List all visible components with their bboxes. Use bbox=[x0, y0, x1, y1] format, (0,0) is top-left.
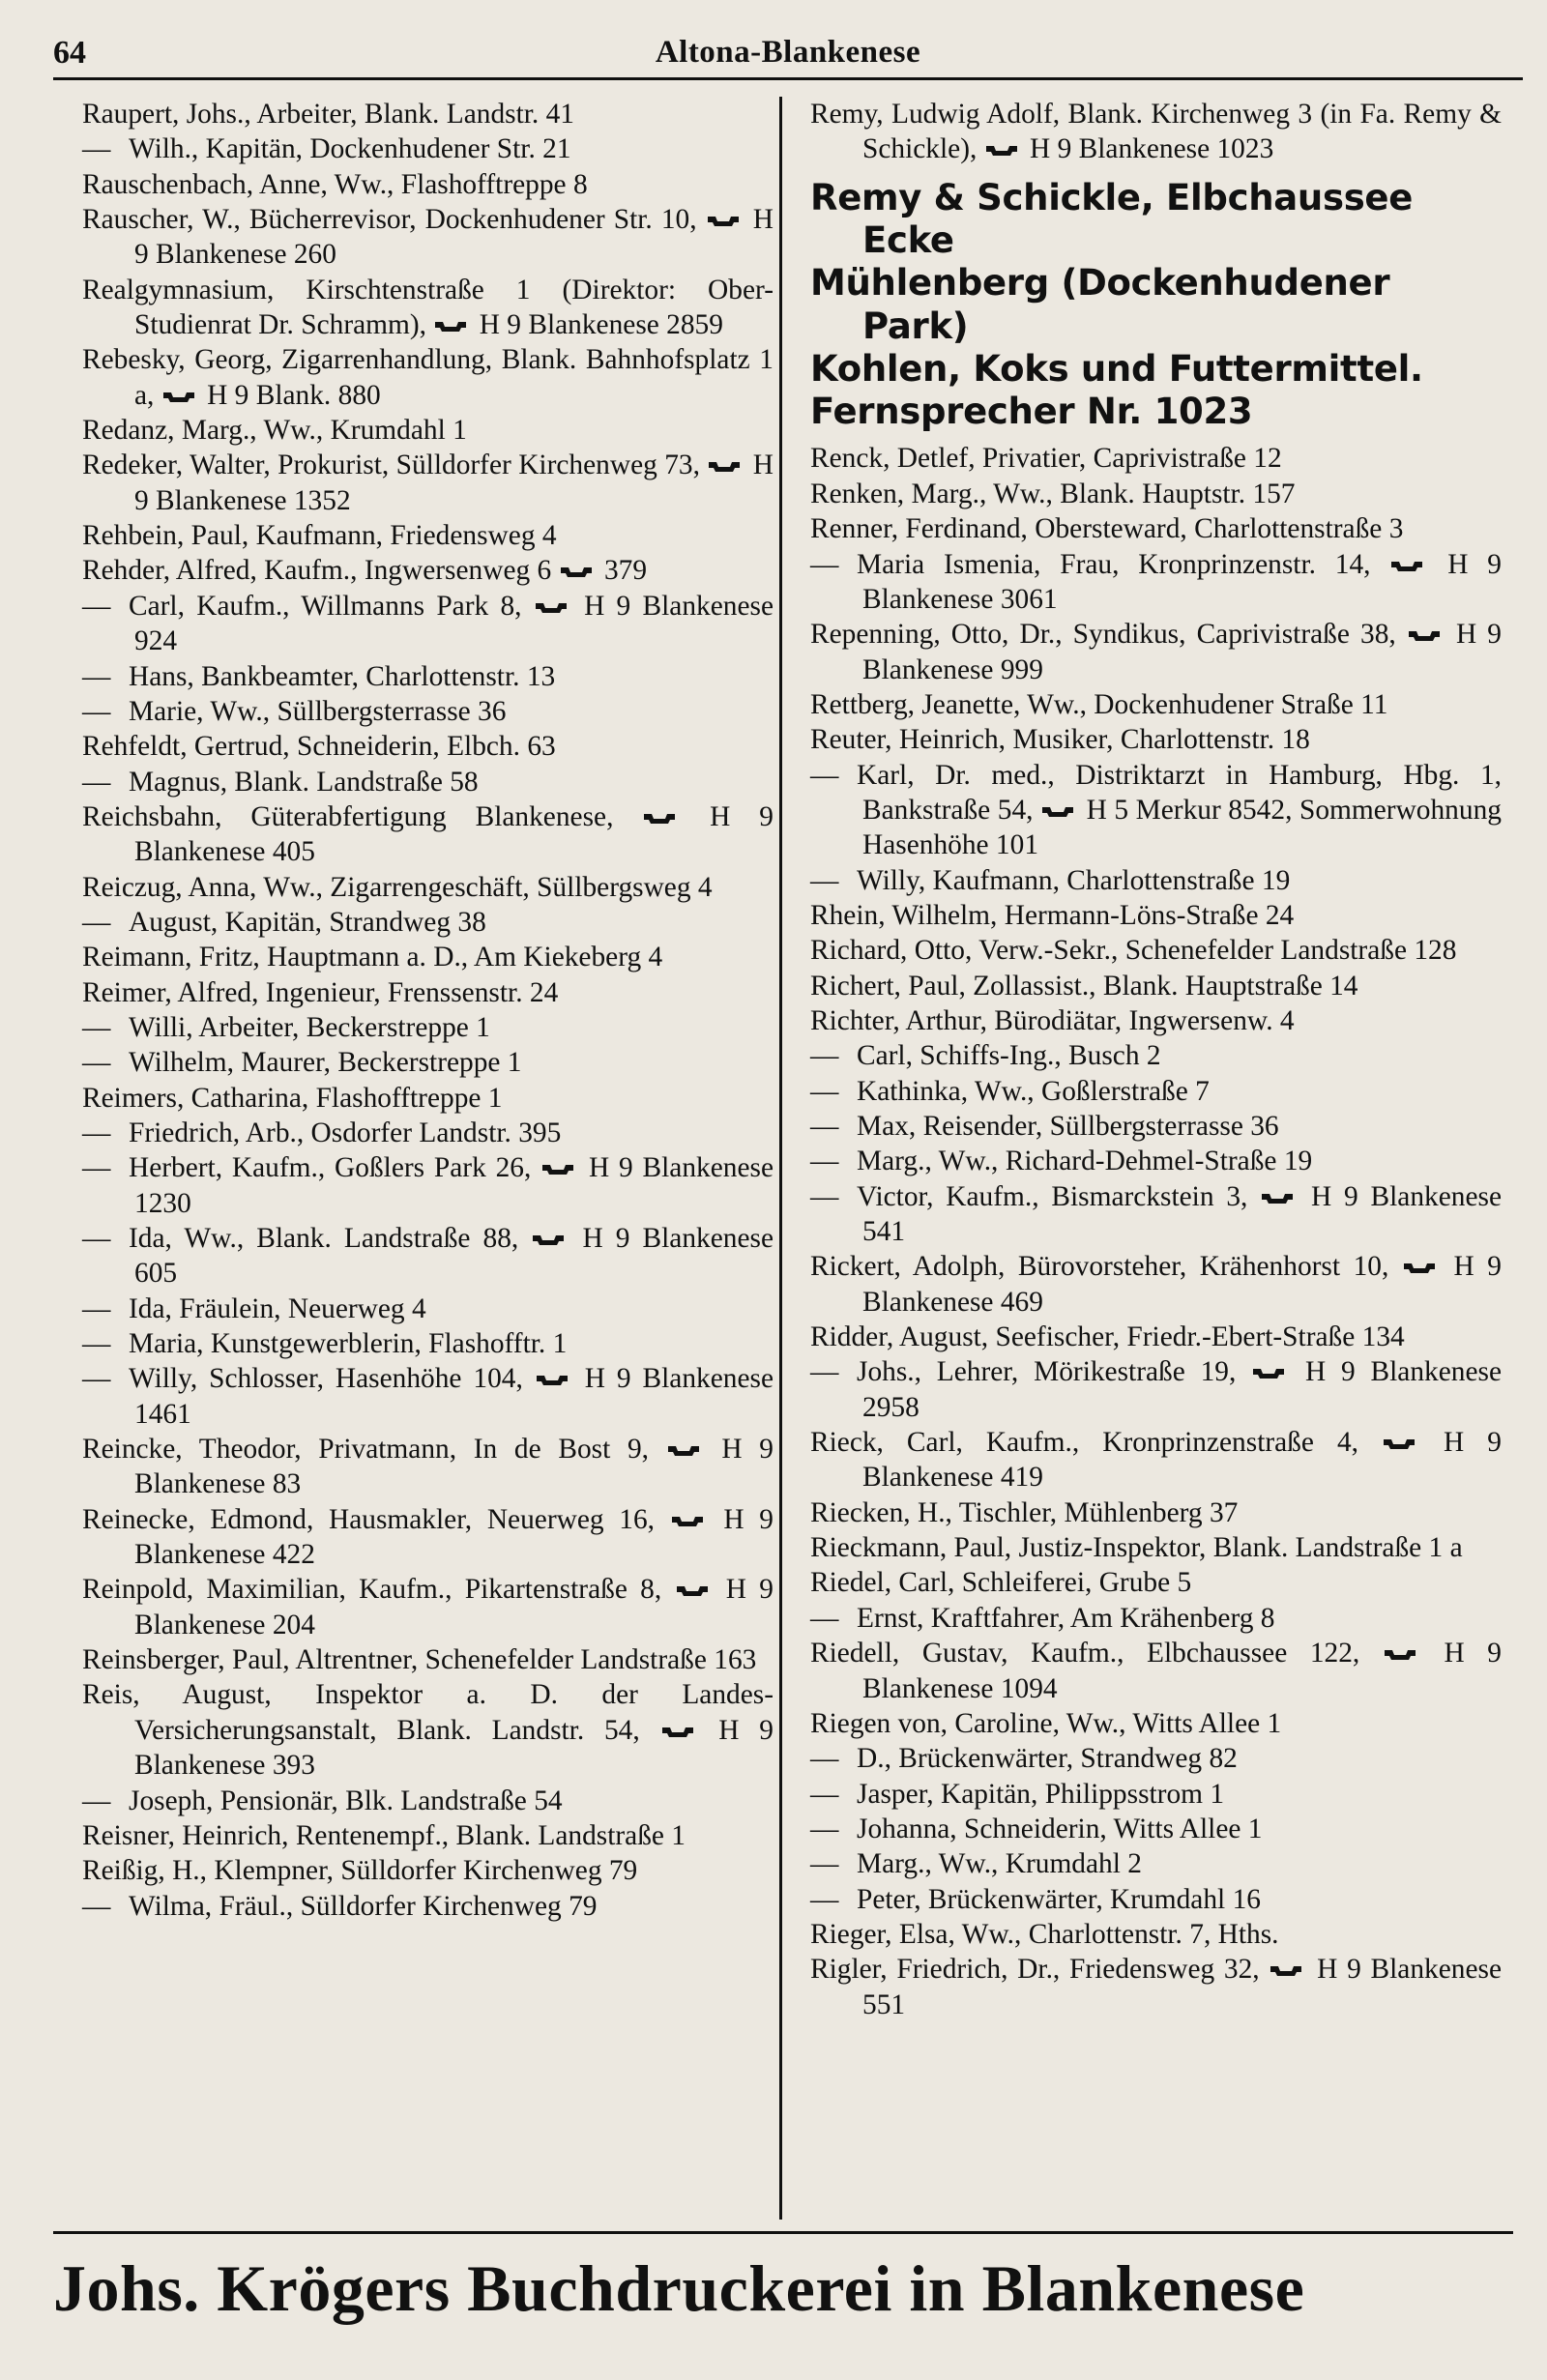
directory-entry bbox=[82, 1116, 774, 1150]
entry-text: Rehbein, Paul, Kaufmann, Friedensweg 4 bbox=[82, 520, 557, 552]
running-head: Altona-Blankenese bbox=[655, 35, 921, 70]
phone-number: H 9 Blankenese 1230 bbox=[134, 1152, 774, 1219]
ditto-dash: — bbox=[82, 133, 111, 165]
directory-entry bbox=[82, 97, 774, 131]
directory-entry bbox=[82, 1081, 774, 1116]
directory-entry bbox=[82, 1221, 774, 1292]
directory-entry bbox=[82, 448, 774, 518]
entry-text: Joseph, Pensionär, Blk. Landstraße 54 bbox=[129, 1785, 563, 1816]
advertisement bbox=[810, 177, 1502, 434]
directory-entry bbox=[82, 729, 774, 764]
directory-entry bbox=[810, 1179, 1502, 1250]
directory-entry bbox=[82, 1853, 774, 1888]
entry-text: Marie, Ww., Süllbergsterrasse 36 bbox=[129, 695, 507, 727]
directory-entry bbox=[810, 1530, 1502, 1565]
phone-number: H 9 Blankenese 3061 bbox=[862, 548, 1502, 615]
ditto-dash: — bbox=[810, 864, 839, 896]
directory-entry bbox=[82, 1361, 774, 1432]
directory-entry bbox=[810, 617, 1502, 687]
phone-number: 379 bbox=[597, 555, 648, 587]
directory-entry bbox=[82, 273, 774, 343]
entry-text: Wilh., Kapitän, Dockenhudener Str. 21 bbox=[129, 133, 571, 165]
telephone-receiver-icon bbox=[1040, 794, 1079, 809]
telephone-receiver-icon bbox=[433, 308, 472, 324]
telephone-receiver-icon bbox=[531, 1222, 569, 1237]
directory-entry bbox=[810, 1003, 1502, 1038]
entry-text: Reinsberger, Paul, Altrentner, Schenefelder Landstraße 163 bbox=[82, 1644, 757, 1676]
directory-entry bbox=[82, 1784, 774, 1818]
directory-entry bbox=[82, 1502, 774, 1573]
phone-number: H 9 Blankenese 393 bbox=[134, 1714, 774, 1782]
entry-text: Reimer, Alfred, Ingenieur, Frenssenstr. 24 bbox=[82, 976, 559, 1008]
advertisement-line: Kohlen, Koks und Futtermittel. bbox=[810, 347, 1423, 390]
telephone-receiver-icon bbox=[1383, 1637, 1421, 1652]
phone-number: H 9 Blankenese 1094 bbox=[862, 1638, 1502, 1704]
directory-entry bbox=[810, 547, 1502, 618]
ditto-dash: — bbox=[82, 1785, 111, 1816]
directory-entry bbox=[810, 1354, 1502, 1425]
ditto-dash: — bbox=[810, 1883, 839, 1915]
directory-entry bbox=[810, 1636, 1502, 1706]
directory-entry bbox=[82, 413, 774, 448]
ditto-dash: — bbox=[810, 1602, 839, 1634]
directory-entry bbox=[82, 1292, 774, 1326]
entry-text: Johanna, Schneiderin, Witts Allee 1 bbox=[857, 1813, 1263, 1844]
entry-text: Richert, Paul, Zollassist., Blank. Hauptstraße 14 bbox=[810, 970, 1358, 1001]
entry-text: Reimers, Catharina, Flashofftreppe 1 bbox=[82, 1082, 503, 1114]
telephone-receiver-icon bbox=[1251, 1355, 1290, 1371]
directory-entry bbox=[810, 933, 1502, 968]
phone-number: H 5 Merkur 8542, Sommerwohnung Hasenhöhe 101 bbox=[862, 794, 1502, 861]
telephone-receiver-icon bbox=[707, 449, 745, 464]
entry-text: D., Brückenwärter, Strandweg 82 bbox=[857, 1743, 1238, 1775]
entry-text: Riecken, H., Tischler, Mühlenberg 37 bbox=[810, 1496, 1239, 1528]
advertisement-line: Fernsprecher Nr. 1023 bbox=[810, 391, 1253, 433]
ditto-dash: — bbox=[82, 1152, 111, 1184]
ditto-dash: — bbox=[82, 1117, 111, 1148]
directory-entry bbox=[82, 1677, 774, 1783]
entry-text: Rieckmann, Paul, Justiz-Inspektor, Blank. Landstraße 1 a bbox=[810, 1532, 1463, 1564]
entry-text: Reis, August, Inspektor a. D. der Landes-Versicherungsanstalt, Blank. Landstr. 54, bbox=[82, 1679, 774, 1746]
ditto-dash: — bbox=[82, 1292, 111, 1324]
directory-entry bbox=[82, 131, 774, 166]
phone-number: H 9 Blankenese 541 bbox=[862, 1180, 1502, 1248]
entry-text: Redeker, Walter, Prokurist, Sülldorfer Kirchenweg 73, bbox=[82, 450, 700, 481]
entry-text: Karl, Dr. med., Distriktarzt in Hamburg, Hbg. 1, Bankstraße 54, bbox=[857, 759, 1502, 826]
entry-text: Kathinka, Ww., Goßlerstraße 7 bbox=[857, 1075, 1210, 1107]
entry-text: Riedell, Gustav, Kaufm., Elbchaussee 122, bbox=[810, 1638, 1360, 1669]
telephone-receiver-icon bbox=[535, 1362, 573, 1378]
ditto-dash: — bbox=[82, 695, 111, 727]
phone-number: H 9 Blankenese 1352 bbox=[134, 450, 774, 516]
entry-text: Ida, Ww., Blank. Landstraße 88, bbox=[129, 1223, 519, 1254]
directory-entry bbox=[810, 687, 1502, 722]
telephone-receiver-icon bbox=[1407, 618, 1445, 633]
entry-text: Willy, Schlosser, Hasenhöhe 104, bbox=[129, 1363, 523, 1395]
telephone-receiver-icon bbox=[666, 1433, 705, 1448]
ditto-dash: — bbox=[810, 1743, 839, 1775]
entry-text: Reuter, Heinrich, Musiker, Charlottenstr. 18 bbox=[810, 724, 1310, 756]
entry-text: Raupert, Johs., Arbeiter, Blank. Landstr. 41 bbox=[82, 99, 574, 130]
telephone-receiver-icon bbox=[675, 1573, 714, 1588]
directory-entry bbox=[810, 1846, 1502, 1881]
phone-number: H 9 Blankenese 405 bbox=[134, 800, 774, 868]
ditto-dash: — bbox=[82, 766, 111, 798]
page-number: 64 bbox=[53, 35, 86, 71]
entry-text: Ridder, August, Seefischer, Friedr.-Ebert-Straße 134 bbox=[810, 1321, 1405, 1353]
telephone-receiver-icon bbox=[660, 1714, 699, 1729]
phone-number: H 9 Blankenese 924 bbox=[134, 590, 774, 657]
directory-entry bbox=[810, 477, 1502, 511]
entry-text: Rauschenbach, Anne, Ww., Flashofftreppe 8 bbox=[82, 168, 588, 200]
ditto-dash: — bbox=[810, 548, 839, 580]
directory-entry bbox=[82, 765, 774, 799]
phone-number: H 9 Blankenese 2859 bbox=[472, 309, 723, 341]
entry-text: Max, Reisender, Süllbergsterrasse 36 bbox=[857, 1111, 1279, 1142]
directory-entry bbox=[810, 1952, 1502, 2022]
ditto-dash: — bbox=[810, 759, 839, 791]
ditto-dash: — bbox=[810, 1146, 839, 1177]
entry-text: Carl, Schiffs-Ing., Busch 2 bbox=[857, 1040, 1161, 1072]
directory-entry bbox=[82, 1572, 774, 1642]
entry-text: Friedrich, Arb., Osdorfer Landstr. 395 bbox=[129, 1117, 562, 1148]
entry-text: Wilma, Fräul., Sülldorfer Kirchenweg 79 bbox=[129, 1890, 598, 1922]
directory-entry bbox=[82, 975, 774, 1010]
entry-text: Rettberg, Jeanette, Ww., Dockenhudener Straße 11 bbox=[810, 688, 1388, 720]
ditto-dash: — bbox=[810, 1813, 839, 1844]
phone-number: H 9 Blankenese 469 bbox=[862, 1251, 1502, 1318]
entry-text: Rickert, Adolph, Bürovorsteher, Krähenhorst 10, bbox=[810, 1251, 1389, 1283]
entry-text: Remy, Ludwig Adolf, Blank. Kirchenweg 3 (in Fa. Remy & Schickle), bbox=[810, 99, 1502, 165]
directory-entry bbox=[82, 1642, 774, 1677]
entry-text: Maria Ismenia, Frau, Kronprinzenstr. 14, bbox=[857, 548, 1371, 580]
entry-text: Riedel, Carl, Schleiferei, Grube 5 bbox=[810, 1567, 1192, 1599]
directory-entry bbox=[810, 1425, 1502, 1495]
directory-entry bbox=[82, 553, 774, 588]
ditto-dash: — bbox=[810, 1111, 839, 1142]
ditto-dash: — bbox=[810, 1356, 839, 1388]
entry-text: Rehfeldt, Gertrud, Schneiderin, Elbch. 63 bbox=[82, 731, 556, 763]
directory-entry bbox=[82, 1010, 774, 1045]
right-column bbox=[810, 97, 1502, 2022]
directory-entry bbox=[82, 167, 774, 202]
phone-number: H 9 Blankenese 260 bbox=[134, 204, 774, 271]
ditto-dash: — bbox=[82, 906, 111, 938]
entry-text: Riegen von, Caroline, Ww., Witts Allee 1 bbox=[810, 1707, 1282, 1739]
ditto-dash: — bbox=[810, 1075, 839, 1107]
telephone-receiver-icon bbox=[559, 554, 598, 569]
directory-entry bbox=[810, 1038, 1502, 1073]
entry-text: Renner, Ferdinand, Obersteward, Charlottenstraße 3 bbox=[810, 513, 1404, 545]
entry-text: Reimann, Fritz, Hauptmann a. D., Am Kiekeberg 4 bbox=[82, 942, 663, 973]
ditto-dash: — bbox=[82, 1011, 111, 1043]
advertisement-line: Mühlenberg (Dockenhudener Park) bbox=[810, 262, 1390, 347]
entry-text: Herbert, Kaufm., Goßlers Park 26, bbox=[129, 1152, 532, 1184]
telephone-receiver-icon bbox=[706, 203, 744, 218]
phone-number: H 9 Blankenese 2958 bbox=[862, 1356, 1502, 1423]
entry-text: Rieck, Carl, Kaufm., Kronprinzenstraße 4, bbox=[810, 1427, 1358, 1459]
telephone-receiver-icon bbox=[161, 379, 200, 394]
entry-text: Magnus, Blank. Landstraße 58 bbox=[129, 766, 479, 798]
entry-text: Reinecke, Edmond, Hausmakler, Neuerweg 16, bbox=[82, 1503, 656, 1535]
entry-text: August, Kapitän, Strandweg 38 bbox=[129, 906, 486, 938]
entry-text: Ernst, Kraftfahrer, Am Krähenberg 8 bbox=[857, 1602, 1275, 1634]
directory-entry bbox=[82, 518, 774, 553]
advertisement-line: Remy & Schickle, Elbchaussee Ecke bbox=[810, 176, 1414, 261]
right-column-entries bbox=[810, 441, 1502, 2021]
ditto-dash: — bbox=[810, 1778, 839, 1810]
entry-text: Richter, Arthur, Bürodiätar, Ingwersenw. 4 bbox=[810, 1004, 1295, 1036]
telephone-receiver-icon bbox=[642, 800, 681, 816]
directory-entry bbox=[810, 969, 1502, 1003]
entry-text: Rieger, Elsa, Ww., Charlottenstr. 7, Hths. bbox=[810, 1918, 1279, 1950]
phone-number: H 9 Blankenese 204 bbox=[134, 1574, 774, 1640]
entry-text: Reinpold, Maximilian, Kaufm., Pikartenstraße 8, bbox=[82, 1574, 662, 1606]
ditto-dash: — bbox=[82, 590, 111, 622]
directory-entry bbox=[82, 799, 774, 870]
ditto-dash: — bbox=[82, 1223, 111, 1254]
directory-entry bbox=[82, 940, 774, 974]
phone-number: H 9 Blankenese 999 bbox=[862, 619, 1502, 685]
entry-text: Repenning, Otto, Dr., Syndikus, Caprivistraße 38, bbox=[810, 619, 1396, 651]
ditto-dash: — bbox=[82, 1363, 111, 1395]
telephone-receiver-icon bbox=[534, 590, 572, 605]
phone-number: H 9 Blankenese 83 bbox=[134, 1434, 774, 1500]
directory-entry bbox=[82, 659, 774, 694]
ditto-dash: — bbox=[82, 1890, 111, 1922]
directory-entry bbox=[810, 898, 1502, 933]
telephone-receiver-icon bbox=[670, 1503, 709, 1519]
entry-text: Rehder, Alfred, Kaufm., Ingwersenweg 6 bbox=[82, 555, 552, 587]
directory-entry bbox=[810, 1109, 1502, 1144]
entry-text: Marg., Ww., Richard-Dehmel-Straße 19 bbox=[857, 1146, 1313, 1177]
telephone-receiver-icon bbox=[1260, 1180, 1299, 1196]
ditto-dash: — bbox=[82, 660, 111, 692]
entry-text: Rebesky, Georg, Zigarrenhandlung, Blank. Bahnhofsplatz 1 a, bbox=[82, 344, 774, 411]
entry-text: Marg., Ww., Krumdahl 2 bbox=[857, 1848, 1142, 1880]
directory-entry bbox=[82, 1432, 774, 1502]
directory-entry bbox=[810, 441, 1502, 476]
directory-entry bbox=[810, 1741, 1502, 1776]
phone-number: H 9 Blankenese 551 bbox=[862, 1954, 1502, 2020]
entry-text: Redanz, Marg., Ww., Krumdahl 1 bbox=[82, 415, 467, 447]
ditto-dash: — bbox=[810, 1848, 839, 1880]
phone-number: H 9 Blankenese 422 bbox=[134, 1503, 774, 1571]
telephone-receiver-icon bbox=[1402, 1250, 1441, 1265]
left-column bbox=[82, 97, 774, 1924]
directory-entry bbox=[810, 758, 1502, 863]
directory-entry bbox=[810, 1249, 1502, 1320]
page-header bbox=[53, 29, 1523, 80]
entry-text: Maria, Kunstgewerblerin, Flashofftr. 1 bbox=[129, 1328, 568, 1360]
entry-text: Reisner, Heinrich, Rentenempf., Blank. Landstraße 1 bbox=[82, 1819, 686, 1851]
entry-text: Realgymnasium, Kirschtenstraße 1 (Direktor: Ober-Studienrat Dr. Schramm), bbox=[82, 274, 774, 341]
directory-entry bbox=[82, 202, 774, 273]
ditto-dash: — bbox=[810, 1040, 839, 1072]
directory-entry bbox=[810, 1882, 1502, 1917]
directory-entry bbox=[810, 1777, 1502, 1812]
directory-entry bbox=[810, 1320, 1502, 1354]
entry-text: Reißig, H., Klempner, Sülldorfer Kirchenweg 79 bbox=[82, 1855, 638, 1887]
entry-text: Rhein, Wilhelm, Hermann-Löns-Straße 24 bbox=[810, 899, 1295, 931]
directory-entry bbox=[810, 97, 1502, 167]
directory-entry bbox=[82, 905, 774, 940]
directory-entry bbox=[810, 1601, 1502, 1636]
entry-text: Jasper, Kapitän, Philippsstrom 1 bbox=[857, 1778, 1225, 1810]
directory-entry bbox=[82, 1889, 774, 1924]
entry-text: Willy, Kaufmann, Charlottenstraße 19 bbox=[857, 864, 1291, 896]
directory-entry bbox=[82, 694, 774, 729]
entry-text: Peter, Brückenwärter, Krumdahl 16 bbox=[857, 1883, 1261, 1915]
ditto-dash: — bbox=[82, 1328, 111, 1360]
telephone-receiver-icon bbox=[1382, 1426, 1420, 1441]
directory-entry bbox=[810, 1144, 1502, 1178]
phone-number: H 9 Blankenese 605 bbox=[134, 1223, 774, 1290]
entry-text: Carl, Kaufm., Willmanns Park 8, bbox=[129, 590, 522, 622]
directory-entry bbox=[810, 1812, 1502, 1846]
entry-text: Renck, Detlef, Privatier, Caprivistraße 12 bbox=[810, 443, 1282, 475]
directory-entry bbox=[810, 511, 1502, 546]
telephone-receiver-icon bbox=[1269, 1953, 1307, 1968]
directory-entry bbox=[810, 1495, 1502, 1530]
directory-entry bbox=[82, 589, 774, 659]
entry-text: Renken, Marg., Ww., Blank. Hauptstr. 157 bbox=[810, 478, 1296, 509]
directory-entry bbox=[810, 722, 1502, 757]
phone-number: H 9 Blank. 880 bbox=[199, 379, 381, 411]
entry-text: Wilhelm, Maurer, Beckerstreppe 1 bbox=[129, 1047, 522, 1079]
phone-number: H 9 Blankenese 419 bbox=[862, 1427, 1502, 1494]
entry-text: Richard, Otto, Verw.-Sekr., Schenefelder Landstraße 128 bbox=[810, 935, 1457, 967]
entry-text: Rigler, Friedrich, Dr., Friedensweg 32, bbox=[810, 1954, 1260, 1986]
directory-entry bbox=[810, 1706, 1502, 1741]
entry-text: Rauscher, W., Bücherrevisor, Dockenhudener Str. 10, bbox=[82, 204, 697, 236]
entry-text: Reichsbahn, Güterabfertigung Blankenese, bbox=[82, 800, 614, 832]
entry-text: Willi, Arbeiter, Beckerstreppe 1 bbox=[129, 1011, 490, 1043]
entry-text: Johs., Lehrer, Mörikestraße 19, bbox=[857, 1356, 1237, 1388]
directory-entry bbox=[810, 863, 1502, 898]
entry-text: Victor, Kaufm., Bismarckstein 3, bbox=[857, 1180, 1248, 1212]
footer-rule bbox=[53, 2231, 1513, 2234]
telephone-receiver-icon bbox=[984, 132, 1023, 148]
directory-entry bbox=[82, 1326, 774, 1361]
directory-entry bbox=[82, 1150, 774, 1221]
directory-entry bbox=[82, 1818, 774, 1853]
entry-text: Hans, Bankbeamter, Charlottenstr. 13 bbox=[129, 660, 556, 692]
entry-text: Ida, Fräulein, Neuerweg 4 bbox=[129, 1292, 426, 1324]
phone-number: H 9 Blankenese 1023 bbox=[1022, 133, 1274, 165]
directory-entry bbox=[810, 1565, 1502, 1600]
ditto-dash: — bbox=[82, 1047, 111, 1079]
directory-entry bbox=[82, 342, 774, 413]
directory-entry bbox=[810, 1917, 1502, 1952]
printer-imprint: Johs. Krögers Buchdruckerei in Blankenese bbox=[53, 2251, 1305, 2325]
phone-number: H 9 Blankenese 1461 bbox=[134, 1363, 774, 1430]
right-column-top bbox=[810, 97, 1502, 167]
entry-text: Reiczug, Anna, Ww., Zigarrengeschäft, Süllbergsweg 4 bbox=[82, 871, 713, 903]
ditto-dash: — bbox=[810, 1180, 839, 1212]
telephone-receiver-icon bbox=[540, 1151, 579, 1167]
entry-text: Reincke, Theodor, Privatmann, In de Bost 9, bbox=[82, 1434, 649, 1466]
directory-entry bbox=[82, 870, 774, 905]
telephone-receiver-icon bbox=[1389, 548, 1428, 564]
column-divider bbox=[779, 97, 782, 2220]
directory-entry bbox=[810, 1074, 1502, 1109]
directory-entry bbox=[82, 1045, 774, 1080]
